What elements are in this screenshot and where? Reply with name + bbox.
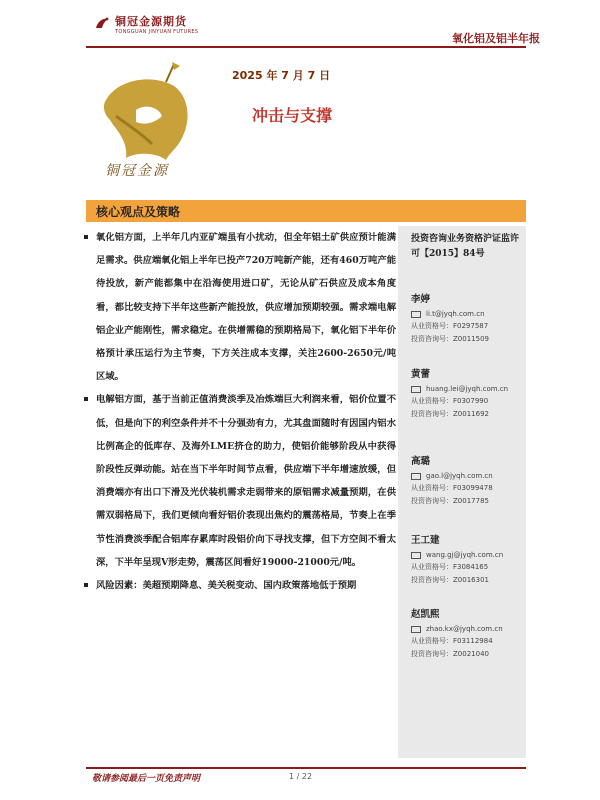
analyst-license: 从业资格号：F03112984 (411, 637, 493, 645)
mail-icon (411, 473, 421, 480)
analyst-card (411, 532, 523, 587)
analyst-license: 从业资格号：F03099478 (411, 484, 493, 492)
company-name-en: TONGGUAN JINYUAN FUTURES (115, 29, 199, 35)
bullet-aluminum: 电解铝方面，基于当前正值消费淡季及冶炼端巨大利润来看，铝价位置不低，但是向下的利空条件并不十分强劲有力，尤其盘面随时有因国内铝水比例高企的低库存、及海外LME挤仓的助力，使铝价能够阶段从中获得阶段性反弹动能。站在当下半年时间节点看，供应端下半年增速放缓，但消费端亦有出口下滑及光伏装机需求走弱带来的原铝需求减量预期，在供需双弱格局下，我们更倾向看好铝价表现出焦灼的震荡格局，节奏上在季节性消费淡季配合铝库存累库时段铝价向下寻找支撑，但下方空间不看太深，下半年呈现V形走势，震荡区间看好19000-21000元/吨。 (84, 388, 396, 574)
report-date: 2025 年 7 月 7 日 (232, 69, 331, 82)
page-number: 1 / 22 (289, 772, 313, 781)
mail-icon (411, 311, 421, 318)
analyst-license: 从业资格号：F3084165 (411, 563, 489, 571)
bullet-alumina: 氧化铝方面，上半年几内亚矿端虽有小扰动，但全年铝土矿供应预计能满足需求。供应端氧化铝上半年已投产720万吨新产能，还有460万吨产能待投放，新产能都集中在沿海使用进口矿，无论从矿石供应及成本角度看，都比较支持下半年这些新产能投放，供应增加预期较强。需求端电解铝企业产能刚性，需求稳定。在供增需稳的预期格局下，氧化铝下半年价格预计承压运行为主节奏，下方关注成本支撑，关注2600-2650元/吨区域。 (84, 226, 396, 388)
mail-icon (411, 552, 421, 559)
analyst-consult-number: 投资咨询号：Z0021040 (411, 650, 489, 658)
cover-signature: 铜冠金源 (105, 163, 169, 179)
analyst-card (411, 606, 523, 661)
analyst-email[interactable]: li.t@jyqh.com.cn (426, 310, 485, 318)
main-content (84, 226, 396, 597)
company-logo-icon (94, 16, 110, 30)
analyst-card (411, 453, 523, 508)
report-type: 氧化铝及铝半年报 (452, 32, 540, 45)
page-header (0, 0, 600, 52)
analyst-consult-number: 投资咨询号：Z0016301 (411, 576, 489, 584)
analyst-license: 从业资格号：F0297587 (411, 322, 489, 330)
analyst-email[interactable]: huang.lei@jyqh.com.cn (426, 385, 509, 393)
analyst-name: 李婷 (411, 294, 431, 305)
analyst-consult-number: 投资咨询号：Z0017785 (411, 497, 489, 505)
section-title: 核心观点及策略 (96, 205, 181, 219)
analyst-name: 黄蕾 (411, 369, 431, 380)
footer-divider (86, 767, 526, 769)
analyst-consult-number: 投资咨询号：Z0011509 (411, 335, 489, 343)
analyst-email[interactable]: gao.l@jyqh.com.cn (426, 472, 493, 480)
mail-icon (411, 386, 421, 393)
analyst-name: 高璐 (411, 456, 431, 467)
analyst-email[interactable]: zhao.kx@jyqh.com.cn (426, 625, 503, 633)
analyst-consult-number: 投资咨询号：Z0011692 (411, 410, 489, 418)
qualification-text: 投资咨询业务资格沪证监许可【2015】84号 (411, 234, 520, 259)
mail-icon (411, 626, 421, 633)
report-title: 冲击与支撑 (252, 106, 333, 125)
analyst-card (411, 291, 523, 346)
analyst-card (411, 366, 523, 421)
header-divider (86, 46, 526, 48)
disclaimer-note: 敬请参阅最后一页免责声明 (92, 774, 201, 784)
company-name: 铜冠金源期货 (115, 15, 187, 28)
analyst-license: 从业资格号：F0307990 (411, 397, 489, 405)
analyst-email[interactable]: wang.gj@jyqh.com.cn (426, 551, 504, 559)
analyst-name: 王工建 (411, 535, 440, 546)
analyst-name: 赵凯熙 (411, 609, 440, 620)
bullet-risk: 风险因素：美超预期降息、美关税变动、国内政策落地低于预期 (84, 574, 396, 597)
